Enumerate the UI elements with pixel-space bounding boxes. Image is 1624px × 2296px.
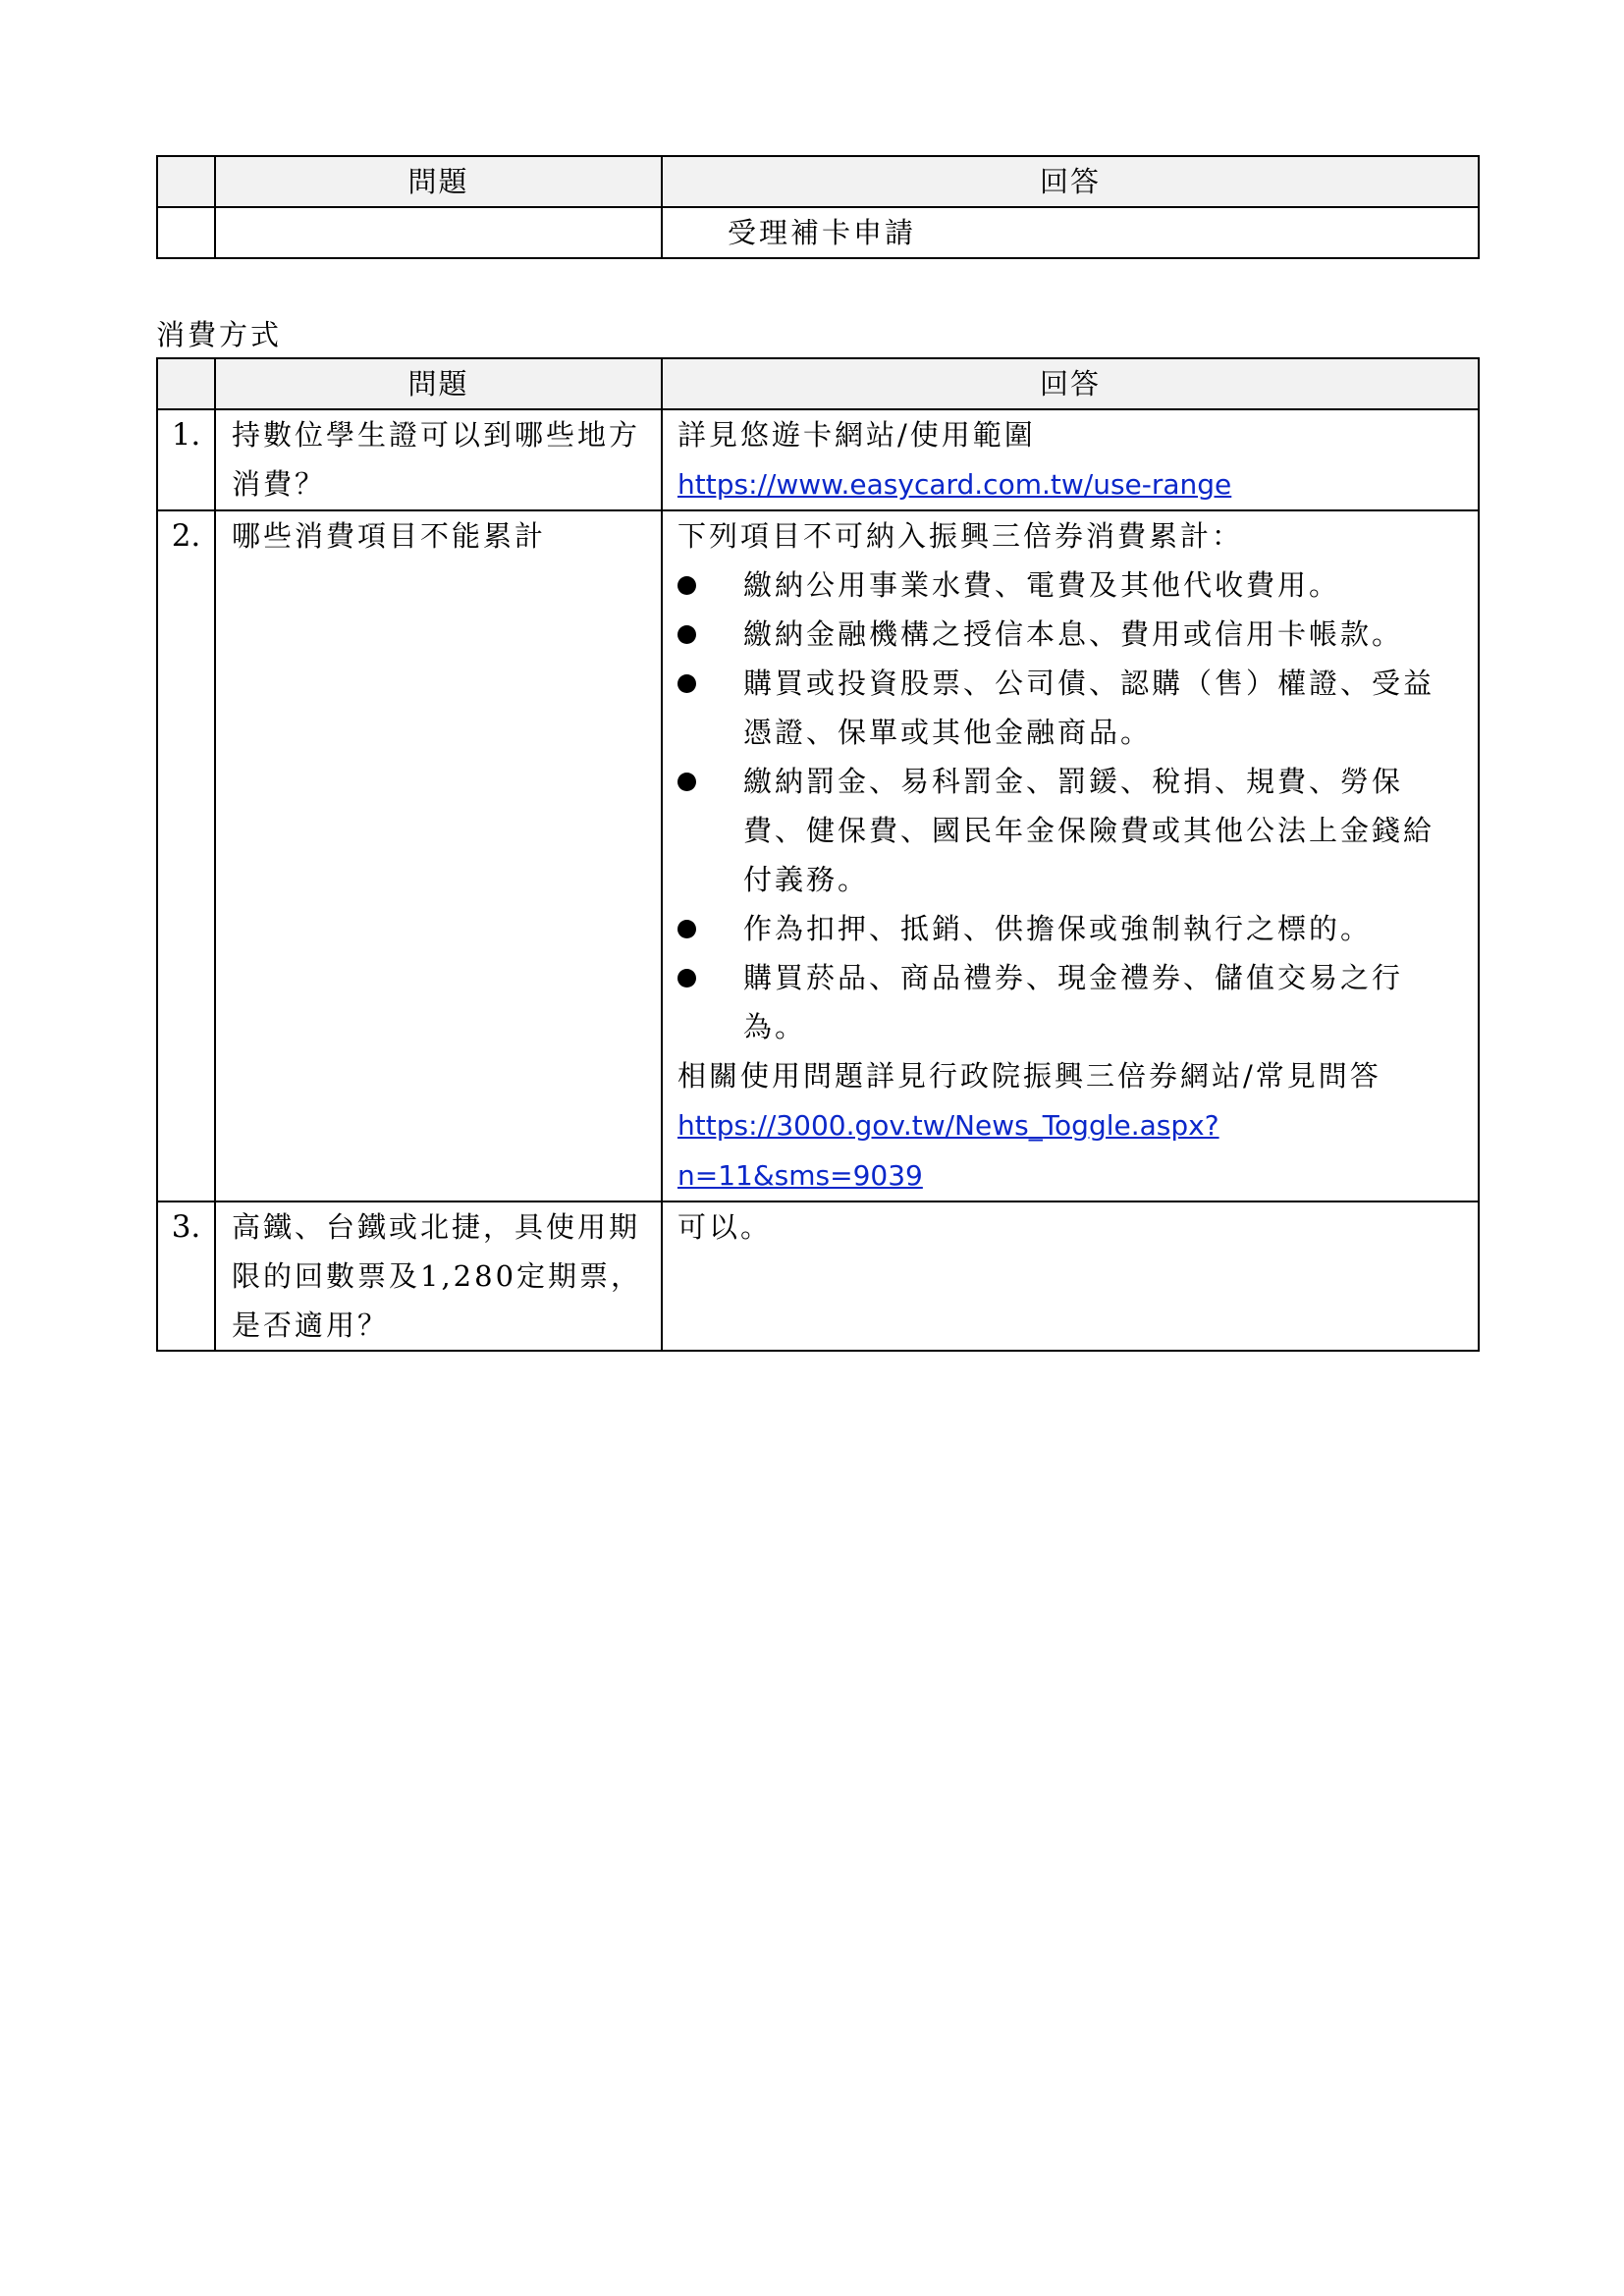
- row-number: 1.: [157, 409, 215, 510]
- row-question: [215, 207, 662, 258]
- easycard-link[interactable]: https://www.easycard.com.tw/use-range: [677, 468, 1232, 501]
- header-question: 問題: [215, 358, 662, 409]
- bullet-icon: [677, 920, 696, 938]
- row-answer: 受理補卡申請: [662, 207, 1479, 258]
- table-header-row: [157, 358, 1479, 409]
- header-answer: 回答: [662, 358, 1479, 409]
- answer-text: 詳見悠遊卡網站/使用範圍: [677, 418, 1036, 452]
- list-item: 繳納公用事業水費、電費及其他代收費用。: [677, 561, 1464, 610]
- section-heading: 消費方式: [156, 318, 283, 351]
- row-question: 哪些消費項目不能累計: [215, 510, 662, 1201]
- header-number-cell: [157, 358, 215, 409]
- row-number: 2.: [157, 510, 215, 1201]
- bullet-icon: [677, 969, 696, 988]
- header-question: 問題: [215, 156, 662, 207]
- bullet-icon: [677, 674, 696, 693]
- table-row: [157, 510, 1479, 1201]
- table-row: [157, 1201, 1479, 1351]
- row-answer: 可以。: [662, 1201, 1479, 1351]
- row-number: [157, 207, 215, 258]
- list-item: 繳納罰金、易科罰金、罰鍰、稅捐、規費、勞保費、健保費、國民年金保險費或其他公法上金錢給付義務。: [677, 757, 1464, 904]
- table-header-row: [157, 156, 1479, 207]
- list-item: 作為扣押、抵銷、供擔保或強制執行之標的。: [677, 904, 1464, 953]
- faq-table-1: [156, 155, 1480, 259]
- voucher-faq-link[interactable]: https://3000.gov.tw/News_Toggle.aspx?n=11&sms=9039: [677, 1109, 1219, 1192]
- bullet-icon: [677, 773, 696, 791]
- list-item: 購買或投資股票、公司債、認購（售）權證、受益憑證、保單或其他金融商品。: [677, 659, 1464, 757]
- faq-table-2: [156, 357, 1480, 1352]
- excluded-items-list: [677, 561, 1464, 1051]
- answer-outro: 相關使用問題詳見行政院振興三倍券網站/常見問答: [677, 1059, 1381, 1093]
- row-question: 持數位學生證可以到哪些地方消費？: [215, 409, 662, 510]
- row-question: 高鐵、台鐵或北捷，具使用期限的回數票及1,280定期票，是否適用？: [215, 1201, 662, 1351]
- row-number: 3.: [157, 1201, 215, 1351]
- table-row: [157, 409, 1479, 510]
- row-answer: [662, 409, 1479, 510]
- bullet-icon: [677, 576, 696, 595]
- list-item: 繳納金融機構之授信本息、費用或信用卡帳款。: [677, 610, 1464, 659]
- answer-intro: 下列項目不可納入振興三倍券消費累計：: [677, 519, 1244, 553]
- table-row: [157, 207, 1479, 258]
- bullet-icon: [677, 625, 696, 644]
- list-item: 購買菸品、商品禮券、現金禮券、儲值交易之行為。: [677, 953, 1464, 1051]
- row-answer: [662, 510, 1479, 1201]
- header-number-cell: [157, 156, 215, 207]
- header-answer: 回答: [662, 156, 1479, 207]
